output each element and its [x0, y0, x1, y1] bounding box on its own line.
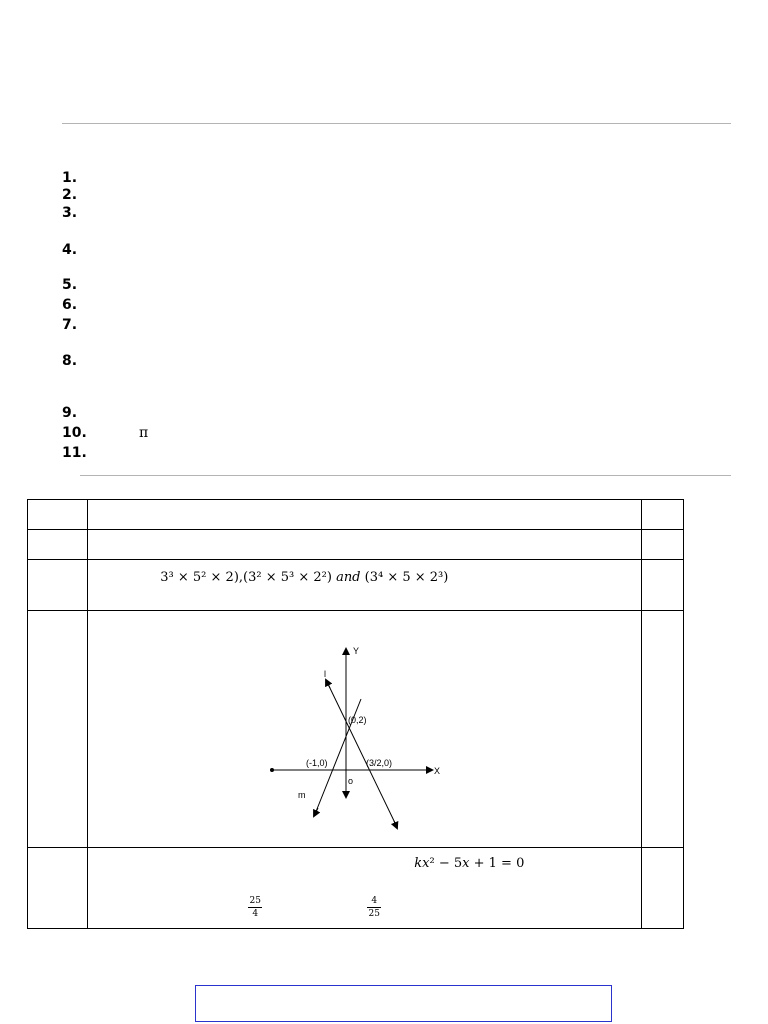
instruction-number: 7. — [62, 317, 78, 333]
line-m-label: m — [298, 790, 306, 800]
line-m-arrow — [314, 808, 318, 816]
instruction-number: 2. — [62, 187, 78, 203]
question-cell — [88, 611, 642, 848]
fraction-denominator: 4 — [252, 909, 259, 919]
table-row — [28, 611, 684, 848]
fraction — [367, 896, 381, 919]
x-axis-label: X — [434, 766, 441, 776]
origin-label: o — [348, 776, 354, 786]
quadratic-equation: kx² − 5x + 1 = 0 — [414, 856, 525, 871]
table-row — [28, 530, 684, 560]
line-l-arrow-down — [394, 821, 397, 828]
footer-box — [195, 985, 612, 1022]
line-l-arrow-up — [326, 680, 330, 688]
question-number-cell — [28, 530, 88, 560]
question-number-cell — [28, 611, 88, 848]
question-cell — [88, 500, 642, 530]
marks-cell — [641, 611, 683, 848]
table-row — [28, 560, 684, 611]
question-number-cell — [28, 500, 88, 530]
top-divider — [62, 123, 731, 124]
factorization-expression: 3³ × 5² × 2),(3² × 5³ × 2²) and (3⁴ × 5 × 2³) — [160, 570, 449, 585]
question-cell — [88, 560, 642, 611]
marks-cell — [641, 560, 683, 611]
instruction-number: 3. — [62, 205, 78, 221]
fraction-bar — [367, 907, 381, 908]
y-axis-label: Y — [353, 646, 360, 656]
x-axis-start-point — [270, 768, 274, 772]
pi-symbol: π — [139, 425, 149, 441]
question-number-cell — [28, 848, 88, 929]
instruction-number: 10. — [62, 425, 87, 441]
line-l-label: l — [324, 669, 327, 679]
fraction-numerator: 4 — [371, 896, 378, 906]
instruction-number: 8. — [62, 353, 78, 369]
instruction-number: 5. — [62, 277, 78, 293]
marks-cell — [641, 848, 683, 929]
fraction-denominator: 25 — [368, 909, 380, 919]
marks-cell — [641, 530, 683, 560]
question-cell — [88, 530, 642, 560]
instruction-number: 4. — [62, 242, 78, 258]
bottom-divider — [80, 475, 731, 476]
fraction-bar — [248, 907, 262, 908]
instruction-number: 11. — [62, 445, 87, 461]
question-cell — [88, 848, 642, 929]
line-l — [328, 684, 396, 825]
question-table — [27, 499, 684, 929]
instruction-number: 1. — [62, 170, 78, 186]
table-row — [28, 500, 684, 530]
fraction — [248, 896, 262, 919]
question-number-cell — [28, 560, 88, 611]
instruction-number: 9. — [62, 405, 78, 421]
point-label-left: (-1,0) — [306, 758, 328, 768]
fraction-numerator: 25 — [249, 896, 261, 906]
coordinate-graph — [268, 641, 458, 841]
table-row — [28, 848, 684, 929]
instruction-number: 6. — [62, 297, 78, 313]
point-label-right: (3/2,0) — [366, 758, 393, 768]
marks-cell — [641, 500, 683, 530]
point-label-top: (0,2) — [348, 715, 367, 725]
